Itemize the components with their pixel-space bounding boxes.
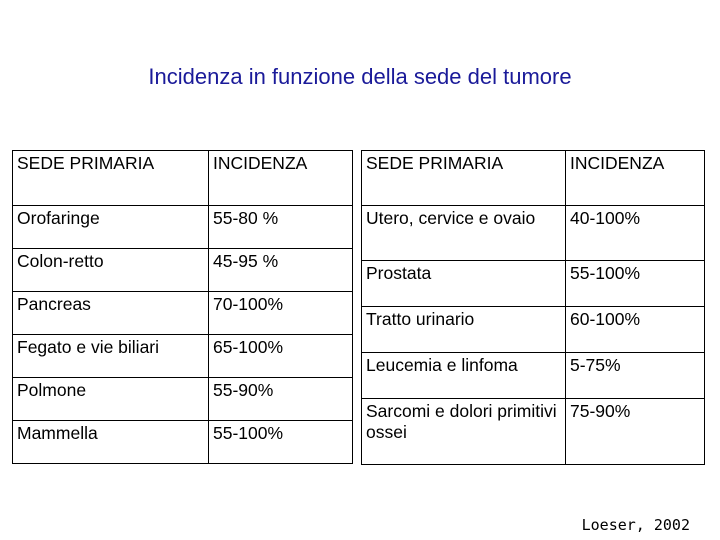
site-cell: Mammella (13, 421, 209, 464)
header-cell-sede: SEDE PRIMARIA (13, 151, 209, 206)
table-row (362, 261, 705, 307)
site-cell: Colon-retto (13, 249, 209, 292)
header-cell-sede: SEDE PRIMARIA (362, 151, 566, 206)
incidence-cell: 55-100% (566, 261, 705, 307)
site-cell: Utero, cervice e ovaio (362, 206, 566, 261)
site-cell: Leucemia e linfoma (362, 353, 566, 399)
incidence-cell: 65-100% (209, 335, 353, 378)
citation: Loeser, 2002 (581, 516, 690, 534)
incidence-table-left (12, 150, 353, 464)
table-header-row (362, 151, 705, 206)
table-row (362, 353, 705, 399)
table-row (362, 399, 705, 465)
site-cell: Polmone (13, 378, 209, 421)
page-title: Incidenza in funzione della sede del tumore (148, 64, 572, 89)
table-row (13, 292, 353, 335)
incidence-cell: 55-90% (209, 378, 353, 421)
site-cell: Orofaringe (13, 206, 209, 249)
incidence-cell: 70-100% (209, 292, 353, 335)
site-cell: Prostata (362, 261, 566, 307)
header-cell-incidenza: INCIDENZA (209, 151, 353, 206)
table-row (362, 307, 705, 353)
incidence-cell: 45-95 % (209, 249, 353, 292)
incidence-cell: 55-80 % (209, 206, 353, 249)
site-cell: Pancreas (13, 292, 209, 335)
incidence-cell: 60-100% (566, 307, 705, 353)
table-row (13, 206, 353, 249)
table-row (13, 249, 353, 292)
table-header-row (13, 151, 353, 206)
site-cell: Sarcomi e dolori primitivi ossei (362, 399, 566, 465)
table-row (362, 206, 705, 261)
incidence-table-right (361, 150, 705, 465)
table-row (13, 335, 353, 378)
incidence-cell: 40-100% (566, 206, 705, 261)
header-cell-incidenza: INCIDENZA (566, 151, 705, 206)
table-row (13, 378, 353, 421)
site-cell: Tratto urinario (362, 307, 566, 353)
incidence-cell: 55-100% (209, 421, 353, 464)
site-cell: Fegato e vie biliari (13, 335, 209, 378)
incidence-cell: 75-90% (566, 399, 705, 465)
incidence-cell: 5-75% (566, 353, 705, 399)
table-row (13, 421, 353, 464)
